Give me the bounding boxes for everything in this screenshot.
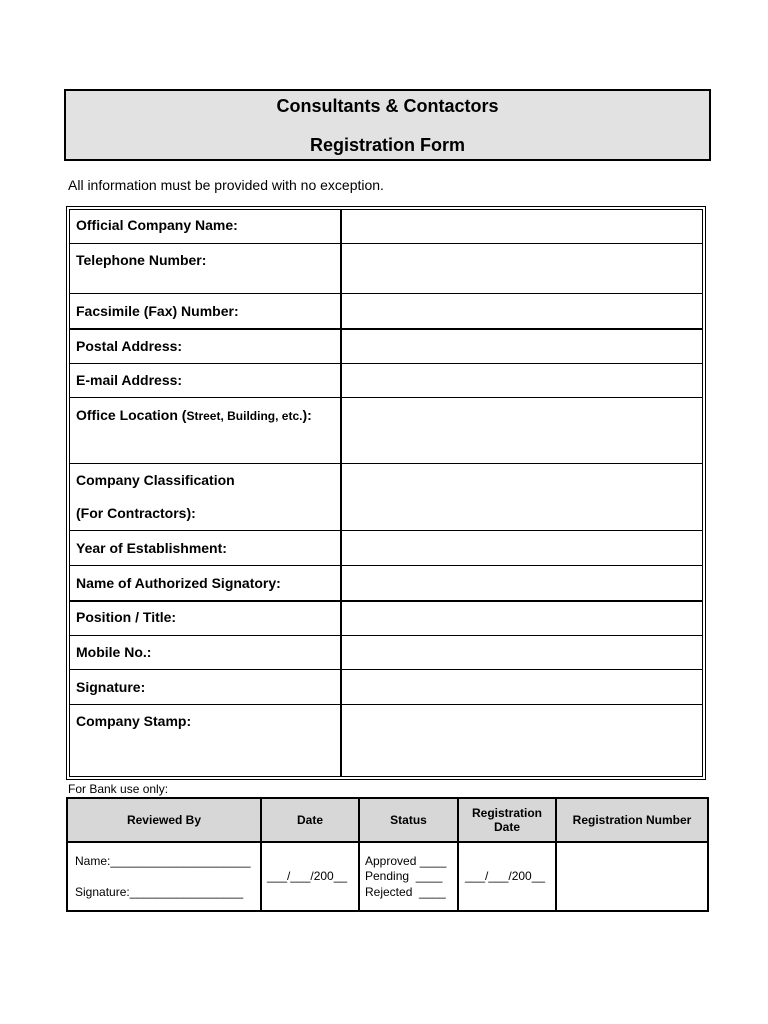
label-postal-address: Postal Address: xyxy=(76,338,183,354)
row-divider xyxy=(70,530,702,531)
label-office-location-hint: Street, Building, etc. xyxy=(186,409,303,423)
label-company-classification: Company Classification xyxy=(76,472,235,488)
label-fax: Facsimile (Fax) Number: xyxy=(76,303,239,319)
header-registration-date: Registration Date xyxy=(471,806,542,834)
title-line-1: Consultants & Contactors xyxy=(276,96,499,116)
date-field: ___/___/200__ xyxy=(267,869,348,883)
status-approved: Approved ____ xyxy=(365,854,447,868)
row-divider xyxy=(70,293,702,294)
label-office-location-text: Office Location ( xyxy=(76,407,187,423)
label-email: E-mail Address: xyxy=(76,372,183,388)
label-company-classification-line2: (For Contractors): xyxy=(76,505,196,521)
row-divider xyxy=(70,600,702,602)
header-status: Status xyxy=(390,813,427,827)
registration-table xyxy=(66,206,706,780)
reviewed-signature-field: Signature:_________________ xyxy=(75,885,244,899)
registration-date-field: ___/___/200__ xyxy=(465,869,546,883)
row-divider xyxy=(70,397,702,398)
column-divider xyxy=(340,210,342,776)
bank-use-note: For Bank use only: xyxy=(68,782,169,796)
reviewed-name-field: Name:_____________________ xyxy=(75,854,251,868)
registration-table-inner xyxy=(69,209,703,777)
label-office-location-end: ): xyxy=(302,407,312,423)
row-divider xyxy=(70,463,702,464)
bank-column-divider xyxy=(457,799,459,910)
label-company-stamp: Company Stamp: xyxy=(76,713,192,729)
label-signature: Signature: xyxy=(76,679,146,695)
bank-use-table xyxy=(66,797,709,912)
header-date: Date xyxy=(296,813,323,827)
header-reviewed-by: Reviewed By xyxy=(126,813,202,827)
row-divider xyxy=(70,669,702,670)
row-divider xyxy=(70,635,702,636)
row-divider xyxy=(70,565,702,566)
notice-text: All information must be provided with no exception. xyxy=(68,177,384,193)
row-divider xyxy=(70,243,702,244)
bank-header-divider xyxy=(68,841,707,843)
label-year-established: Year of Establishment: xyxy=(76,540,227,556)
status-rejected: Rejected ____ xyxy=(365,885,446,899)
row-divider xyxy=(70,704,702,705)
label-company-name: Official Company Name: xyxy=(76,217,238,233)
status-pending: Pending ____ xyxy=(365,869,443,883)
row-divider xyxy=(70,363,702,364)
row-divider xyxy=(70,328,702,330)
form-title-box xyxy=(64,89,711,161)
label-authorized-signatory: Name of Authorized Signatory: xyxy=(76,575,281,591)
label-position-title: Position / Title: xyxy=(76,609,177,625)
label-telephone: Telephone Number: xyxy=(76,252,207,268)
title-line-2: Registration Form xyxy=(309,135,465,155)
label-office-location xyxy=(76,407,312,423)
header-registration-number: Registration Number xyxy=(572,813,692,827)
label-mobile: Mobile No.: xyxy=(76,644,152,660)
